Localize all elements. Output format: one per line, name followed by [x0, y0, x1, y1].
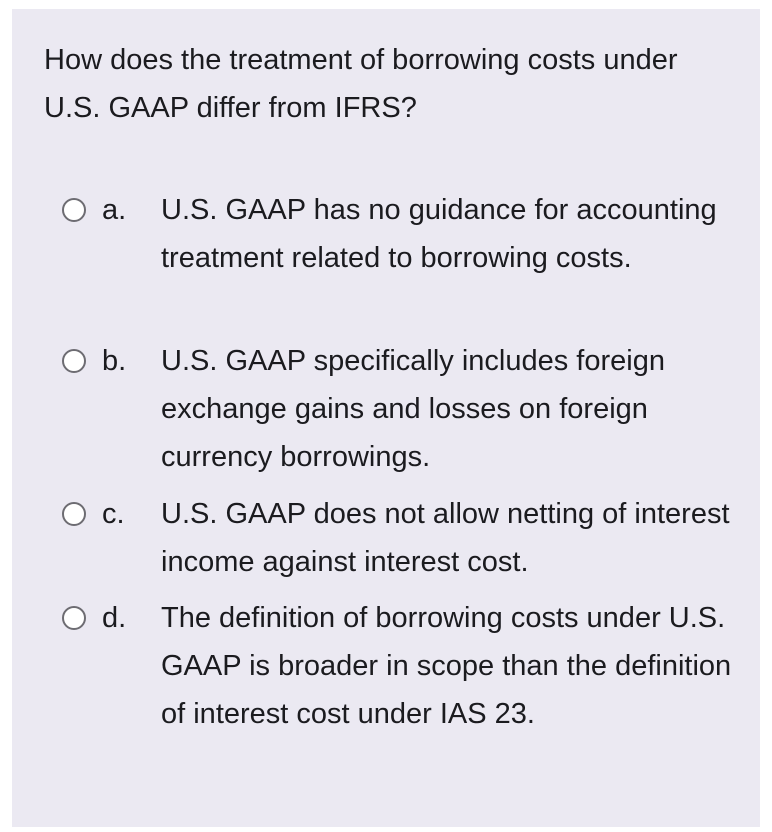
option-c-letter: c. — [102, 498, 125, 530]
option-b-text[interactable]: U.S. GAAP specifically includes foreign exchange gains and losses on foreign currency borrowings. — [161, 345, 665, 473]
option-d-letter: d. — [102, 602, 127, 634]
option-c-radio[interactable] — [62, 502, 86, 526]
option-a-letter: a. — [102, 194, 127, 226]
question-text: How does the treatment of borrowing costs under U.S. GAAP differ from IFRS? — [44, 44, 678, 124]
option-d-radio[interactable] — [62, 606, 86, 630]
option-b-letter: b. — [102, 345, 127, 377]
question-card — [12, 9, 760, 827]
option-b-radio[interactable] — [62, 349, 86, 373]
option-a-radio[interactable] — [62, 198, 86, 222]
option-c-text[interactable]: U.S. GAAP does not allow netting of interest income against interest cost. — [161, 498, 730, 578]
option-d-text[interactable]: The definition of borrowing costs under U.S. GAAP is broader in scope than the definition of interest cost under IAS 23. — [161, 602, 732, 730]
option-a-text[interactable]: U.S. GAAP has no guidance for accounting treatment related to borrowing costs. — [161, 194, 717, 274]
